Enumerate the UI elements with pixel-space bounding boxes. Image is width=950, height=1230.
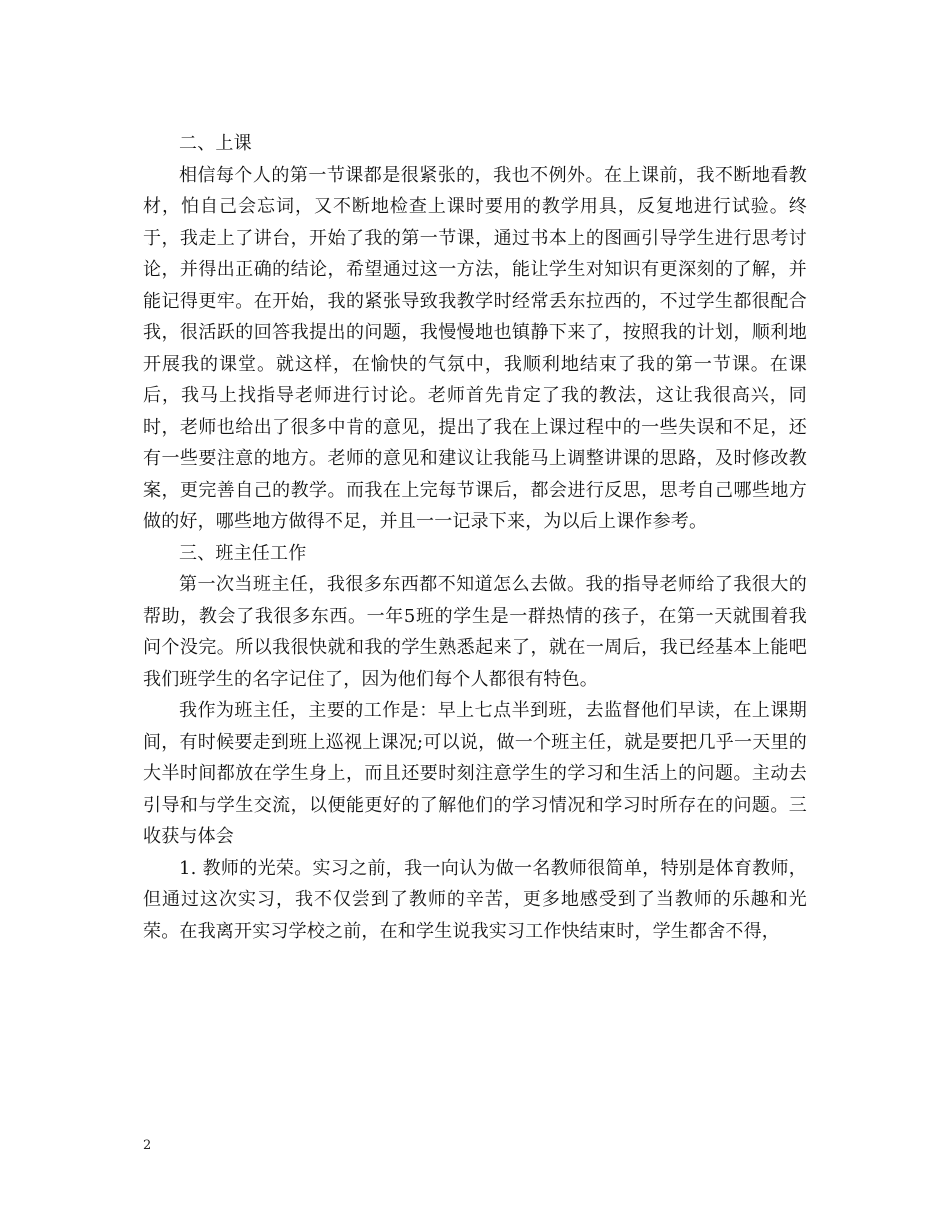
paragraph-head-teacher-duties: 我作为班主任，主要的工作是：早上七点半到班，去监督他们早读，在上课期间，有时候要走到班上巡视上课况;可以说，做一个班主任，就是要把几乎一天里的大半时间都放在学生身上，而且还要时刻注意学生的学习和生活上的问题。主动去引导和与学生交流，以便能更好的了解他们的学习情况和学习时所存在的问题。三收获与体会 xyxy=(143,700,807,847)
page-number: 2 xyxy=(143,1138,152,1153)
paragraph-head-teacher-first: 第一次当班主任，我很多东西都不知道怎么去做。我的指导老师给了我很大的帮助，教会了我很多东西。一年5班的学生是一群热情的孩子，在第一天就围着我问个没完。所以我很快就和我的学生熟悉起来了，就在一周后，我已经基本上能吧我们班学生的名字记住了，因为他们每个人都很有特色。 xyxy=(143,574,807,690)
section-heading-class: 二、上课 xyxy=(179,133,252,154)
paragraph-teacher-honor: 1. 教师的光荣。实习之前，我一向认为做一名教师很简单，特别是体育教师，但通过这次实习，我不仅尝到了教师的辛苦，更多地感受到了当教师的乐趣和光荣。在我离开实习学校之前，在和学生说我实习工作快结束时，学生都舍不得， xyxy=(143,857,807,942)
document-body xyxy=(143,128,807,947)
paragraph-class-experience: 相信每个人的第一节课都是很紧张的，我也不例外。在上课前，我不断地看教材，怕自己会忘词，又不断地检查上课时要用的教学用具，反复地进行试验。终于，我走上了讲台，开始了我的第一节课，通过书本上的图画引导学生进行思考讨论，并得出正确的结论，希望通过这一方法，能让学生对知识有更深刻的了解，并能记得更牢。在开始，我的紧张导致我教学时经常丢东拉西的，不过学生都很配合我，很活跃的回答我提出的问题，我慢慢地也镇静下来了，按照我的计划，顺利地开展我的课堂。就这样，在愉快的气氛中，我顺利地结束了我的第一节课。在课后，我马上找指导老师进行讨论。老师首先肯定了我的教法，这让我很高兴，同时，老师也给出了很多中肯的意见，提出了我在上课过程中的一些失误和不足，还有一些要注意的地方。老师的意见和建议让我能马上调整讲课的思路，及时修改教案，更完善自己的教学。而我在上完每节课后，都会进行反思，思考自己哪些地方做的好，哪些地方做得不足，并且一一记录下来，为以后上课作参考。 xyxy=(143,164,807,532)
section-heading-head-teacher: 三、班主任工作 xyxy=(179,542,307,564)
